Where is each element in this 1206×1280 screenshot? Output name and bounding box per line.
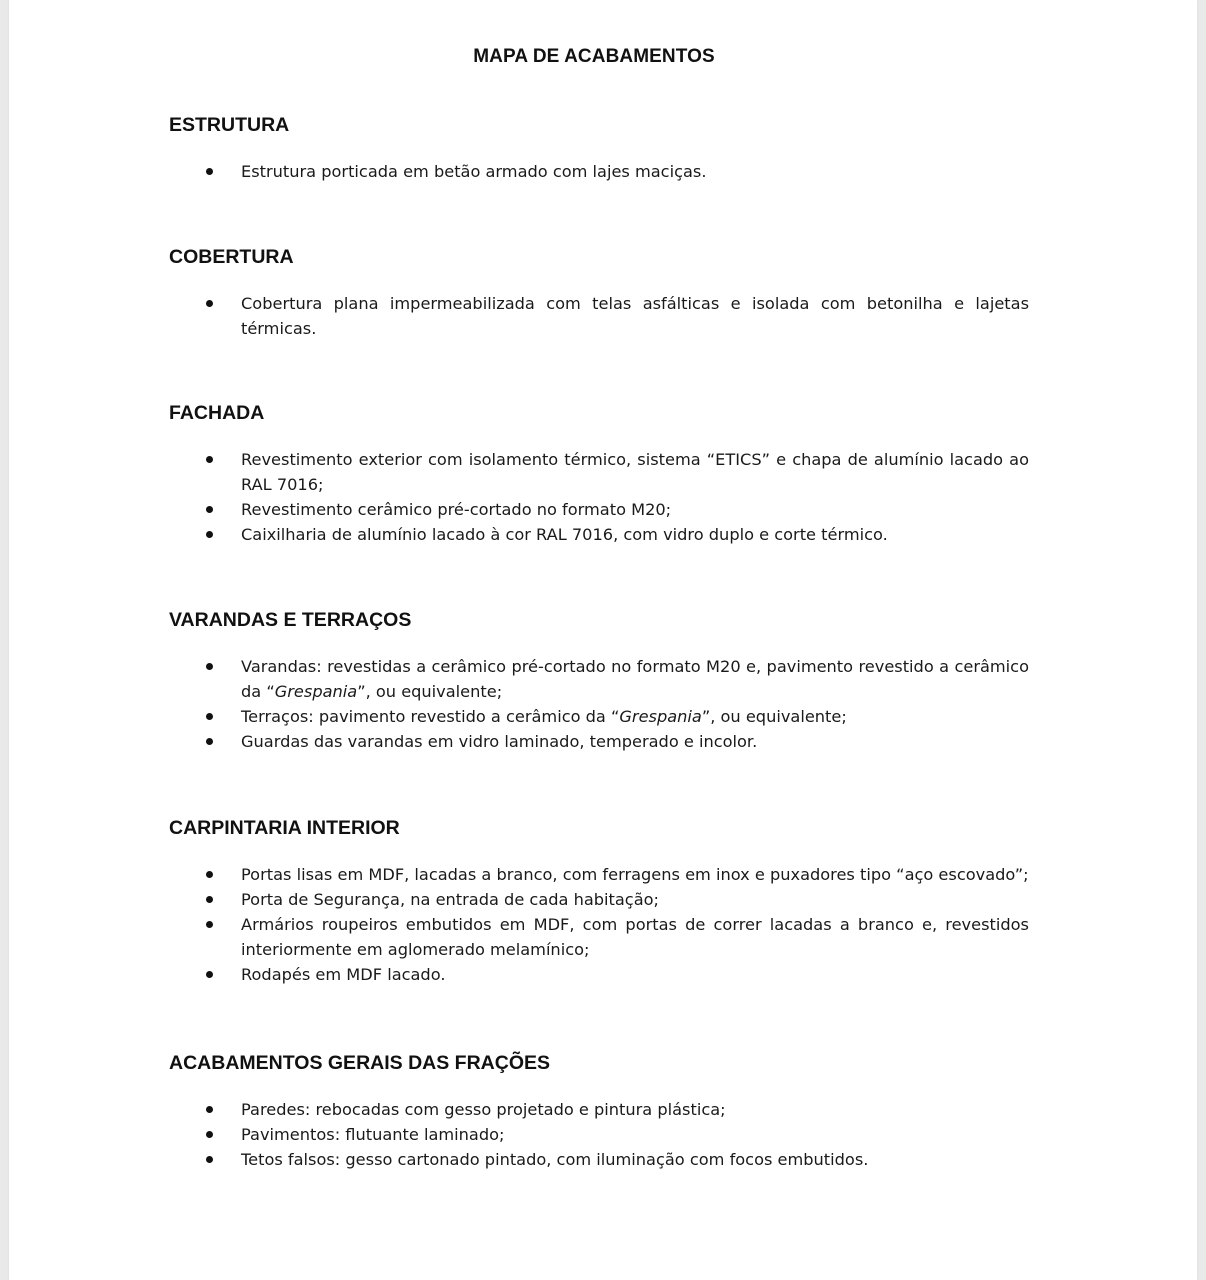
list-item: Pavimentos: flutuante laminado; — [169, 1122, 1029, 1147]
bullet-list — [169, 862, 1029, 987]
item-text: Terraços: pavimento revestido a cerâmico da “ — [241, 707, 620, 726]
document-title: MAPA DE ACABAMENTOS — [473, 46, 715, 67]
list-item: Porta de Segurança, na entrada de cada habitação; — [169, 887, 1029, 912]
list-item: Caixilharia de alumínio lacado à cor RAL 7016, com vidro duplo e corte térmico. — [169, 522, 1029, 547]
section-heading: FACHADA — [169, 402, 265, 424]
list-item: Tetos falsos: gesso cartonado pintado, com iluminação com focos embutidos. — [169, 1147, 1029, 1172]
brand-name: Grespania — [619, 707, 702, 726]
section-heading: VARANDAS E TERRAÇOS — [169, 609, 412, 631]
list-item: Revestimento cerâmico pré-cortado no formato M20; — [169, 497, 1029, 522]
section-carpintaria-interior — [169, 816, 1029, 987]
list-item: Armários roupeiros embutidos em MDF, com portas de correr lacadas a branco e, revestidos interiormente em aglomerado melamínico; — [169, 912, 1029, 962]
section-heading: ESTRUTURA — [169, 114, 290, 136]
bullet-list — [169, 291, 1029, 341]
bullet-list — [169, 1097, 1029, 1172]
section-varandas-e-terracos — [169, 608, 1029, 754]
section-heading: CARPINTARIA INTERIOR — [169, 817, 400, 839]
list-item: Portas lisas em MDF, lacadas a branco, com ferragens em inox e puxadores tipo “aço escovado”; — [169, 862, 1029, 887]
list-item: Revestimento exterior com isolamento térmico, sistema “ETICS” e chapa de alumínio lacado ao RAL 7016; — [169, 447, 1029, 497]
section-cobertura — [169, 245, 1029, 341]
list-item — [169, 654, 1029, 704]
list-item — [169, 704, 1029, 729]
item-text: Varandas: revestidas a cerâmico pré-cortado no formato M20 e, pavimento revestido a cerâmico da “ — [241, 657, 1029, 701]
section-heading: ACABAMENTOS GERAIS DAS FRAÇÕES — [169, 1052, 551, 1074]
bullet-list — [169, 159, 1029, 184]
bullet-list — [169, 447, 1029, 547]
brand-name: Grespania — [274, 682, 358, 701]
bullet-list — [169, 654, 1029, 754]
list-item: Estrutura porticada em betão armado com lajes maciças. — [169, 159, 1029, 184]
section-estrutura — [169, 113, 1029, 184]
section-heading: COBERTURA — [169, 246, 294, 268]
list-item: Cobertura plana impermeabilizada com telas asfálticas e isolada com betonilha e lajetas térmicas. — [169, 291, 1029, 341]
item-text: ”, ou equivalente; — [357, 682, 503, 701]
section-acabamentos-gerais — [169, 1051, 1029, 1172]
section-fachada — [169, 401, 1029, 547]
item-text: ”, ou equivalente; — [701, 707, 847, 726]
list-item: Guardas das varandas em vidro laminado, temperado e incolor. — [169, 729, 1029, 754]
list-item: Rodapés em MDF lacado. — [169, 962, 1029, 987]
list-item: Paredes: rebocadas com gesso projetado e pintura plástica; — [169, 1097, 1029, 1122]
